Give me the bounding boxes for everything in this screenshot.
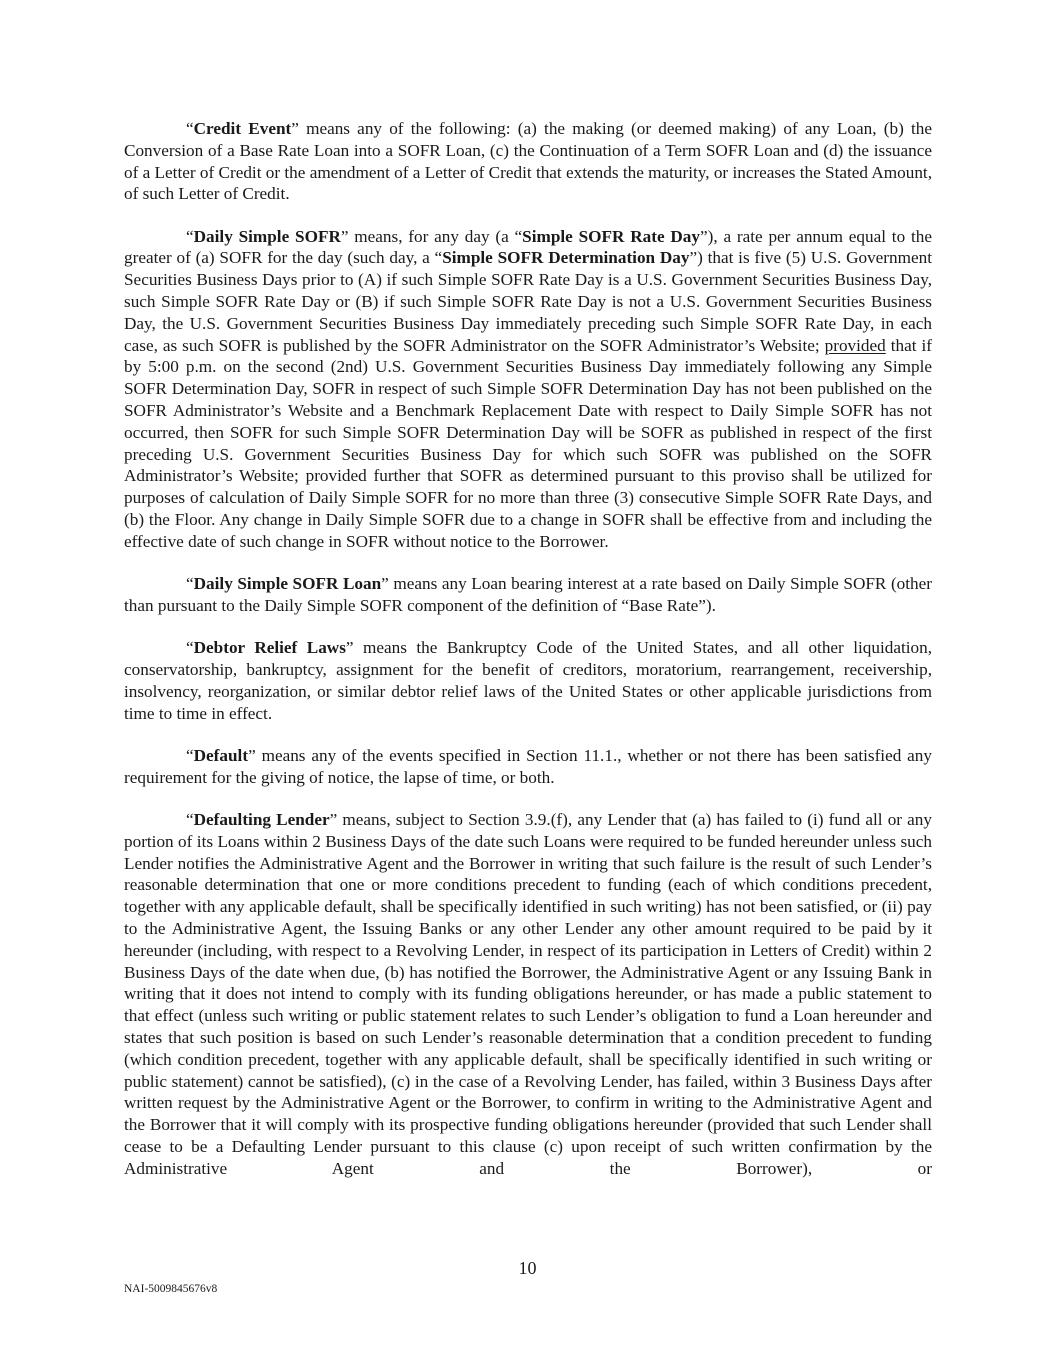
definition-text: ” means any of the events specified in Section 11.1., whether or not there has been satisfied any requirement for the giving of notice, the lapse of time, or both. [124,745,932,787]
underlined-word: provided [824,335,886,355]
definition-defaulting-lender: “Defaulting Lender” means, subject to Section 3.9.(f), any Lender that (a) has failed to (i) fund all or any portion of its Loans within 2 Business Days of the date such Loans were required to be funded hereunder unless such Lender notifies the Administrative Agent and the Borrower in writing that such failure is the result of such Lender’s reasonable determination that one or more conditions precedent to funding (each of which conditions precedent, together with any applicable default, shall be specifically identified in such writing) has not been satisfied, or (ii) pay to the Administrative Agent, the Issuing Banks or any other Lender any other amount required to be paid by it hereunder (including, with respect to a Revolving Lender, in respect of its participation in Letters of Credit) within 2 Business Days of the date when due, (b) has notified the Borrower, the Administrative Agent or any Issuing Bank in writing that it does not intend to comply with its funding obligations hereunder, or has made a public statement to that effect (unless such writing or public statement relates to such Lender’s obligation to fund a Loan hereunder and states that such position is based on such Lender’s reasonable determination that a condition precedent to funding (which condition precedent, together with any applicable default, shall be specifically identified in such writing or public statement) cannot be satisfied), (c) in the case of a Revolving Lender, has failed, within 3 Business Days after written request by the Administrative Agent or the Borrower, to confirm in writing to the Administrative Agent and the Borrower that it will comply with its prospective funding obligations hereunder (provided that such Lender shall cease to be a Defaulting Lender pursuant to this clause (c) upon receipt of such written confirmation by the Administrative Agent and the Borrower), or [124,810,932,1178]
defined-term: Default [193,745,249,765]
definition-text: ” means the Bankruptcy Code of the United States, and all other liquidation, conservatorship, bankruptcy, assignment for the benefit of creditors, moratorium, rearrangement, receivership, insolvency, reorganization, or similar debtor relief laws of the United States or other applicable jurisdictions from time to time in effect. [124,638,932,723]
defined-term: Debtor Relief Laws [193,638,346,658]
definition-text: ” means any Loan bearing interest at a rate based on Daily Simple SOFR (other than pursuant to the Daily Simple SOFR component of the definition of “Base Rate”). [124,574,932,615]
definition-default: “Default” means any of the events specified in Section 11.1., whether or not there has been satisfied any requirement for the giving of notice, the lapse of time, or both. [124,745,932,787]
page-number: 10 [518,1258,537,1278]
defined-term: Daily Simple SOFR Loan [193,574,382,594]
defined-term: Defaulting Lender [193,810,330,830]
definition-text: ” means any of the following: (a) the making (or deemed making) of any Loan, (b) the Conversion of a Base Rate Loan into a SOFR Loan, (c) the Continuation of a Term SOFR Loan and (d) the issuance of a Letter of Credit or the amendment of a Letter of Credit that extends the maturity, or increases the Stated Amount, of such Letter of Credit. [124,119,932,204]
definition-daily-simple-sofr: “Daily Simple SOFR” means, for any day (a “Simple SOFR Rate Day”), a rate per annum equal to the greater of (a) SOFR for the day (such day, a “Simple SOFR Determination Day”) that is five (5) U.S. Government Securities Business Days prior to (A) if such Simple SOFR Rate Day is a U.S. Government Securities Business Day, such Simple SOFR Rate Day or (B) if such Simple SOFR Rate Day is not a U.S. Government Securities Business Day, the U.S. Government Securities Business Day immediately preceding such Simple SOFR Rate Day, in each case, as such SOFR is published by the SOFR Administrator on the SOFR Administrator’s Website; provided that if by 5:00 p.m. on the second (2nd) U.S. Government Securities Business Day immediately following any Simple SOFR Determination Day, SOFR in respect of such Simple SOFR Determination Day has not been published on the SOFR Administrator’s Website and a Benchmark Replacement Date with respect to Daily Simple SOFR has not occurred, then SOFR for such Simple SOFR Determination Day will be SOFR as published in respect of the first preceding U.S. Government Securities Business Day for which such SOFR was published on the SOFR Administrator’s Website; provided further that SOFR as determined pursuant to this proviso shall be utilized for purposes of calculation of Daily Simple SOFR for no more than three (3) consecutive Simple SOFR Rate Days, and (b) the Floor. Any change in Daily Simple SOFR due to a change in SOFR shall be effective from and including the effective date of such change in SOFR without notice to the Borrower. [124,226,932,551]
definition-daily-simple-sofr-loan: “Daily Simple SOFR Loan” means any Loan bearing interest at a rate based on Daily Simple SOFR (other than pursuant to the Daily Simple SOFR component of the definition of “Base Rate”). [124,574,932,615]
document-body [124,118,932,1180]
definition-credit-event: “Credit Event” means any of the following: (a) the making (or deemed making) of any Loan, (b) the Conversion of a Base Rate Loan into a SOFR Loan, (c) the Continuation of a Term SOFR Loan and (d) the issuance of a Letter of Credit or the amendment of a Letter of Credit that extends the maturity, or increases the Stated Amount, of such Letter of Credit. [124,119,932,204]
defined-term: Simple SOFR Rate Day [522,226,700,246]
defined-term: Simple SOFR Determination Day [442,248,690,268]
defined-term: Daily Simple SOFR [193,226,341,246]
definition-debtor-relief-laws: “Debtor Relief Laws” means the Bankruptcy Code of the United States, and all other liquidation, conservatorship, bankruptcy, assignment for the benefit of creditors, moratorium, rearrangement, receivership, insolvency, reorganization, or similar debtor relief laws of the United States or other applicable jurisdictions from time to time in effect. [124,638,932,723]
document-id: NAI-5009845676v8 [124,1283,218,1295]
definition-text: ” means, subject to Section 3.9.(f), any Lender that (a) has failed to (i) fund all or any portion of its Loans within 2 Business Days of the date such Loans were required to be funded hereunder unless such Lender notifies the Administrative Agent and the Borrower in writing that such failure is the result of such Lender’s reasonable determination that one or more conditions precedent to funding (each of which conditions precedent, together with any applicable default, shall be specifically identified in such writing) has not been satisfied, or (ii) pay to the Administrative Agent, the Issuing Banks or any other Lender any other amount required to be paid by it hereunder (including, with respect to a Revolving Lender, in respect of its participation in Letters of Credit) within 2 Business Days of the date when due, (b) has notified the Borrower, the Administrative Agent or any Issuing Bank in writing that it does not intend to comply with its funding obligations hereunder, or has made a public statement to that effect (unless such writing or public statement relates to such Lender’s obligation to fund a Loan hereunder and states that such position is based on such Lender’s reasonable determination that a condition precedent to funding (which condition precedent, together with any applicable default, shall be specifically identified in such writing or public statement) cannot be satisfied), (c) in the case of a Revolving Lender, has failed, within 3 Business Days after written request by the Administrative Agent or the Borrower, to confirm in writing to the Administrative Agent and the Borrower that it will comply with its prospective funding obligations hereunder (provided that such Lender shall cease to be a Defaulting Lender pursuant to this clause (c) upon receipt of such written confirmation by the Administrative Agent and the Borrower), or [124,810,932,1178]
defined-term: Credit Event [193,119,292,138]
